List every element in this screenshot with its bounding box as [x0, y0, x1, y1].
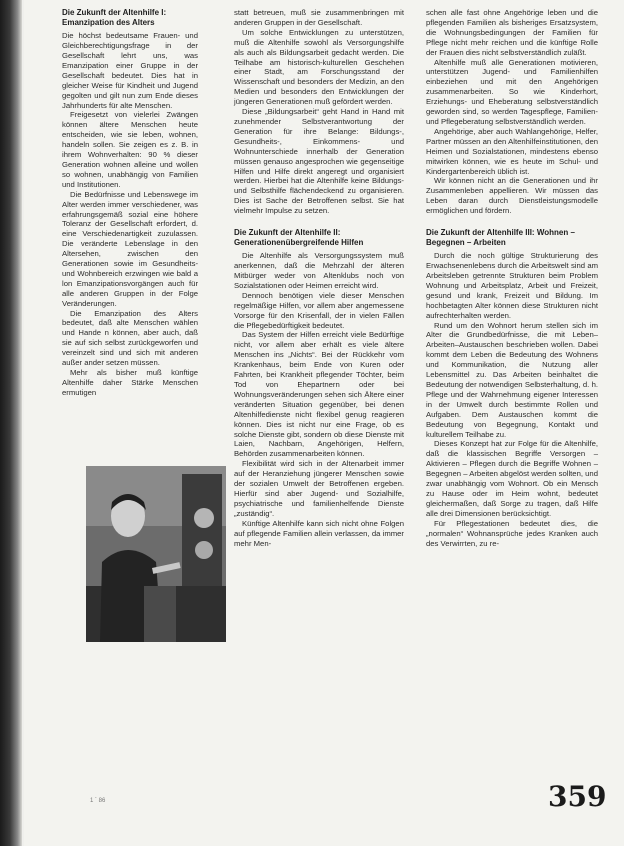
- photo-illustration: [86, 466, 226, 642]
- paragraph: Freigesetzt von vielerlei Zwängen können ältere Menschen heute entscheiden, wie sie leben, wohnen, handeln sollen. Sie zeigen es z. B. in ihrem Wohnverhalten: 90 % dieser Generation wohnen alleine und wollen so wohnen, unabhängig von Familien und Institutionen.: [62, 110, 198, 189]
- paragraph: Für Pflegestationen bedeutet dies, die „normalen“ Wohnansprüche jedes Kranken auch des Verwirrten, zu re-: [426, 518, 598, 548]
- paragraph: Diese „Bildungsarbeit“ geht Hand in Hand mit zunehmender Selbstverantwortung der Generation für ihre Belange: Bildungs-, Gesundheits-, Einkommens- und Wohnunterschiede innerhalb der Generation müssen genauso angesprochen wie gegenseitige Hilfen und Hilfe direkt angeregt und organisiert werden. Hierbei hat die Altenhilfe keine Bildungs- und Selbsthilfe flächendeckend zu organisieren. Dies ist Sache der Betroffenen selbst. Sie hat vielmehr Impulse zu setzen.: [234, 107, 404, 216]
- paragraph: schen alle fast ohne Angehörige leben und die pflegenden Familien als bisheriges Ersatzsystem, die Wohnungsbedingungen der Familien für Pflege nicht mehr reichen und die künftige Rolle der Frauen dies nicht selbstverständlich zuläßt.: [426, 8, 598, 57]
- heading-emanzipation: Die Zukunft der Altenhilfe I: Emanzipation des Alters: [62, 8, 167, 27]
- paragraph: Das System der Hilfen erreicht viele Bedürftige nicht, vor allem aber erhält es viele ältere Menschen ins „Nichts“. Bei der Rückkehr vom Krankenhaus, beim Ende von Kuren oder Fahrten, bei Krankheit pflegender Töchter, beim Tod von Ehepartnern oder bei Wohnungsveränderungen sehen sich Ältere einer veränderten Situation gegenüber, bei denen Altenhilfedienste nicht flexibel genug reagieren können. Dies ist nicht nur eine Frage, ob es solche Dienste gibt, sondern ob diese Dienste mit Laien, Nachbarn, Angehörigen, Helfern, Behörden zusammenarbeiten können.: [234, 330, 404, 459]
- heading-generationen: Die Zukunft der Altenhilfe II: Generationenübergreifende Hilfen: [234, 228, 364, 247]
- paragraph: Künftige Altenhilfe kann sich nicht ohne Folgen auf pflegende Familien allein verlassen, da immer mehr Men-: [234, 518, 404, 548]
- paragraph: Um solche Entwicklungen zu unterstützen, muß die Altenhilfe sowohl als Versorgungshilfe als auch als Bildungsarbeit gedacht werden. Die Teilhabe am historisch-kulturellen Geschehen einer Stadt, am Forschungsstand der Wissenschaft und besonders der Medizin, an den Medien und besonders den Entwicklungen der jüngeren Generationen muß gefördert werden.: [234, 27, 404, 107]
- book-binding-shadow: [0, 0, 22, 846]
- paragraph: Die Emanzipation des Alters bedeutet, daß alte Menschen wählen und Hande n können, aber auch, daß sie auf sich selbst zurückgeworfen und vereinzelt sind und sich mit anderen außer ander setzen müssen.: [62, 308, 198, 368]
- heading-wohnen-begegnen-arbeiten: Die Zukunft der Altenhilfe III: Wohnen – Begegnen – Arbeiten: [426, 228, 575, 247]
- paragraph: Die höchst bedeutsame Frauen- und Gleichberechtigungsfrage in der Gesellschaft lehrt uns, was Emanzipation einer Gruppe in der Gesellschaft bedeutet. Dies hat in gleicher Weise für Kindheit und Jugend gegolten und gilt nun zum Ende dieses Jahrhunderts für alte Menschen.: [62, 31, 198, 110]
- paragraph: Dieses Konzept hat zur Folge für die Altenhilfe, daß die klassischen Begriffe Versorgen – Aktivieren – Pflegen durch die Begriffe Wohnen – Begegnen – Arbeiten abgelöst werden sollten, und zwar unabhängig vom Wohnort. Ob ein Mensch zu Hause oder im Heim wohnt, bedeutet gleichermaßen, daß Sorge zu tragen, daß Hilfe alle drei Dimensionen berücksichtigt.: [426, 439, 598, 518]
- column-3: [426, 8, 598, 548]
- paragraph: Dennoch benötigen viele dieser Menschen regelmäßige Hilfen, vor allem aber angemessene Vorsorge für den Krisenfall, der in vielen Fällen die Pflegebedürftigkeit bedeutet.: [234, 290, 404, 330]
- paragraph: Die Bedürfnisse und Lebenswege im Alter werden immer verschiedener, was erfahrungsgemäß sozial eine höhere Toleranz der Gesellschaft erfordert, d. eine Verschiedenartigkeit zuzulassen. Die veränderte Lebenslage in den Altersehen, zwischen den Generationen sowie im Gesundheits- und Wohnbereich erzwingen wie bald a lon Emanzipationsvorgängen auch für alle anderen Gruppen in der Folge Veränderungen.: [62, 189, 198, 308]
- paragraph: statt betreuen, muß sie zusammenbringen mit anderen Gruppen in der Gesellschaft.: [234, 8, 404, 27]
- paragraph: Mehr als bisher muß künftige Altenhilfe daher Stärke Menschen ermutigen: [62, 368, 198, 397]
- paragraph: Wir können nicht an die Generationen und ihr Zusammenleben appellieren. Wir müssen das Leben daran durch Dienstleistungsmodelle ermöglichen und fördern.: [426, 176, 598, 216]
- footer-code: 1 ´ 86: [90, 798, 106, 804]
- paragraph: Altenhilfe muß alle Generationen motivieren, unterstützen Jugend- und Familienhilfen einbeziehen und mit den Angehörigen zusammenarbeiten. So wie Kinderhort, Erziehungs- und Eheberatung selbstverständlich geworden sind, so werden Tagespflege, Familien- und Pflegeberatung selbstverständlich werden.: [426, 57, 598, 126]
- paragraph: Rund um den Wohnort herum stellen sich im Alter die Grundbedürfnisse, die mit Leben–Arbeiten–Austauschen beschrieben wollen. Dabei kommt dem Leben die Bedeutung des Wohnens und Kommunikation, die Nutzung aller Lebensmittel zu. Das Arbeiten beinhaltet die Bedeutung der notwendigen Selbsterhaltung, d. h. Pflege und der Wahrnehmung eigener Interessen in der Umwelt durch bestimmte Rollen und Aufgaben. Dem Austauschen kommt die Bedeutung von Begegnung, Kontakt und kulturellem Teilhabe zu.: [426, 320, 598, 439]
- paragraph: Durch die noch gültige Strukturierung des Erwachsenenlebens durch die Arbeitswelt sind am Arbeitsleben getrennte Strukturen beim Problem Wohnung und Arbeitsplatz, Arbeit und Freizeit, gesund und krank, Freizeit und Bildung. Im hochbetagten Alter können diese Strukturen nicht aufrechterhalten werden.: [426, 251, 598, 320]
- paragraph: Angehörige, aber auch Wahlangehörige, Helfer, Partner müssen an den Altenhilfeinstitutionen, den Heimen und Sozialstationen, mindestens ebenso mitwirken können, wie es heute im Schul- und Kindergartenbereich üblich ist.: [426, 126, 598, 176]
- column-2: [234, 8, 404, 548]
- page-number: 359: [548, 780, 607, 813]
- paragraph: Die Altenhilfe als Versorgungssystem muß anerkennen, daß die Mehrzahl der älteren Mitbürger weder von Altenklubs noch von Sozialstationen oder Heimen erreicht wird.: [234, 251, 404, 290]
- paragraph: Flexibilität wird sich in der Altenarbeit immer auf der Heranziehung jüngerer Menschen sowie der sozialen Umwelt der Betroffenen ergeben. Hierfür sind aber Jugend- und Sozialhilfe, psychiatrische und familienhelfende Dienste „zuständig“.: [234, 459, 404, 518]
- column-1: [62, 8, 198, 398]
- photo-man-speaking: [86, 466, 226, 642]
